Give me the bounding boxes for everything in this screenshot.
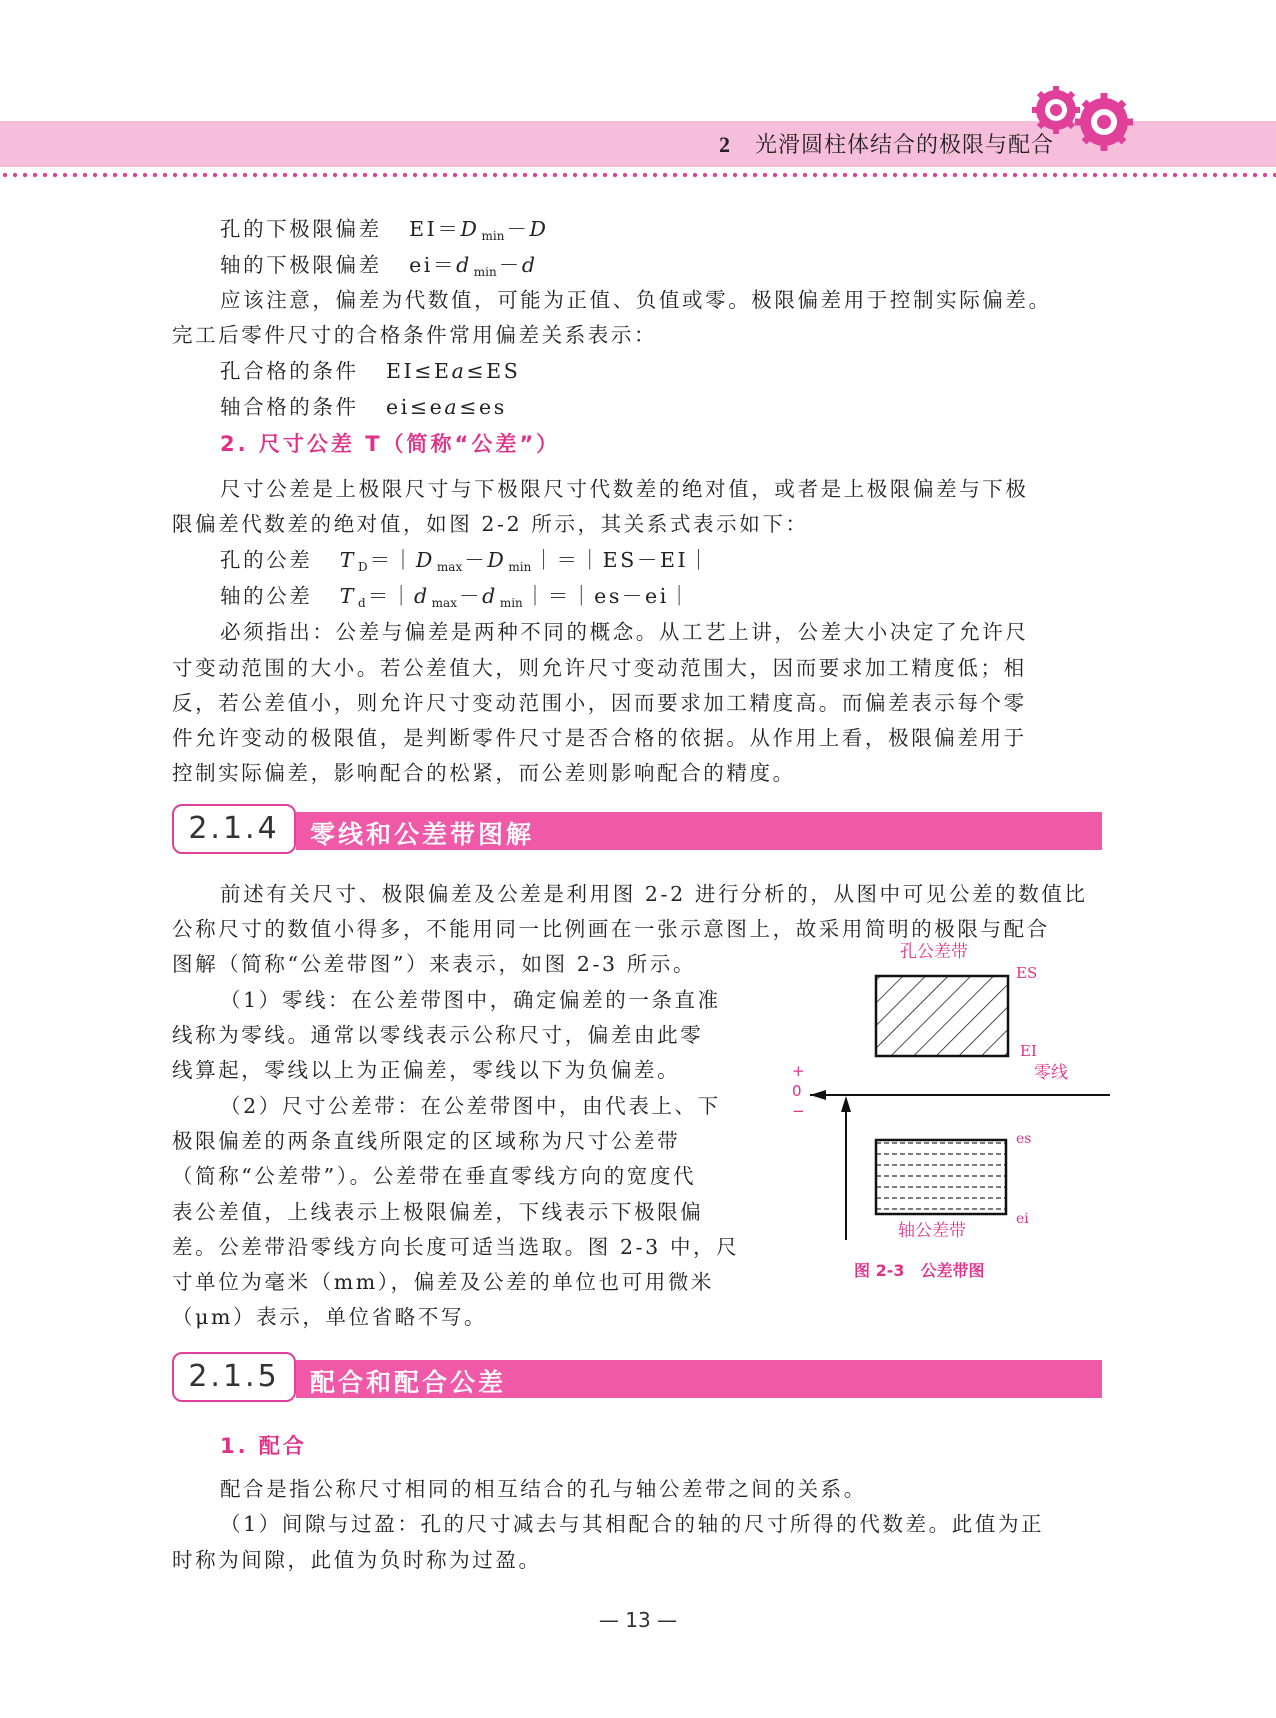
text-line: 孔合格的条件 EI≤Ea≤ES xyxy=(220,359,521,383)
text-line: 轴合格的条件 ei≤ea≤es xyxy=(220,395,507,419)
gears-icon xyxy=(1026,84,1136,154)
page-number: — 13 — xyxy=(598,1608,678,1632)
text-line: 线算起，零线以上为正偏差，零线以下为负偏差。 xyxy=(172,1058,681,1082)
section-number: 2.1.4 xyxy=(172,804,296,854)
shaft-tolerance-zone xyxy=(876,1140,1006,1214)
hole-zone-label: 孔公差带 xyxy=(900,942,968,962)
plus-sign: + xyxy=(792,1062,805,1080)
chapter-header xyxy=(719,128,1054,159)
text-line: 表公差值，上线表示上极限偏差，下线表示下极限偏 xyxy=(172,1200,704,1224)
text-line: 应该注意，偏差为代数值，可能为正值、负值或零。极限偏差用于控制实际偏差。 xyxy=(220,288,1052,312)
figure-caption: 图 2-3 公差带图 xyxy=(854,1261,985,1280)
minus-sign: − xyxy=(792,1102,805,1120)
text-line: 极限偏差的两条直线所限定的区域称为尺寸公差带 xyxy=(172,1129,681,1153)
subheading-fit: 1. 配合 xyxy=(220,1434,307,1458)
section-title: 零线和公差带图解 xyxy=(310,820,535,849)
es-upper-shaft-label: es xyxy=(1016,1131,1032,1147)
text-line: 线称为零线。通常以零线表示公称尺寸，偏差由此零 xyxy=(172,1023,704,1047)
text-line: （1）间隙与过盈：孔的尺寸减去与其相配合的轴的尺寸所得的代数差。此值为正 xyxy=(220,1512,1045,1536)
text-line: 控制实际偏差，影响配合的松紧，而公差则影响配合的精度。 xyxy=(172,761,796,785)
text-line: 轴的公差 T d＝｜d max－d min｜＝｜es－ei｜ xyxy=(220,584,693,610)
shaft-zone-label: 轴公差带 xyxy=(898,1221,966,1241)
text-line: 时称为间隙，此值为负时称为过盈。 xyxy=(172,1548,542,1572)
ei-lower-shaft-label: ei xyxy=(1016,1211,1029,1227)
section-number: 2.1.5 xyxy=(172,1352,296,1402)
text-line: 轴的下极限偏差 ei＝d min－d xyxy=(220,253,538,279)
text-line: 件允许变动的极限值，是判断零件尺寸是否合格的依据。从作用上看，极限偏差用于 xyxy=(172,726,1027,750)
chapter-number: 2 xyxy=(718,132,731,157)
ei-lower-hole-label: EI xyxy=(1020,1042,1037,1060)
text-line: （μm）表示，单位省略不写。 xyxy=(172,1305,488,1329)
zero-line-arrowhead xyxy=(810,1090,826,1100)
text-line: （2）尺寸公差带：在公差带图中，由代表上、下 xyxy=(220,1094,721,1118)
text-line: 差。公差带沿零线方向长度可适当选取。图 2-3 中，尺 xyxy=(172,1235,740,1259)
text-line: 尺寸公差是上极限尺寸与下极限尺寸代数差的绝对值，或者是上极限偏差与下极 xyxy=(220,477,1029,501)
tolerance-zone-diagram xyxy=(780,940,1120,1290)
chapter-title: 光滑圆柱体结合的极限与配合 xyxy=(754,133,1054,158)
text-line: 配合是指公称尺寸相同的相互结合的孔与轴公差带之间的关系。 xyxy=(220,1477,867,1501)
text-line: 孔的下极限偏差 EI＝D min－D xyxy=(220,217,549,243)
text-line: 图解（简称“公差带图”）来表示，如图 2-3 所示。 xyxy=(172,952,697,976)
text-line: 前述有关尺寸、极限偏差及公差是利用图 2-2 进行分析的，从图中可见公差的数值比 xyxy=(220,882,1088,906)
text-line: 反，若公差值小，则允许尺寸变动范围小，因而要求加工精度高。而偏差表示每个零 xyxy=(172,691,1027,715)
text-line: 孔的公差 T D＝｜D max－D min｜＝｜ES－EI｜ xyxy=(220,548,712,574)
section-title: 配合和配合公差 xyxy=(310,1368,507,1397)
text-line: 公称尺寸的数值小得多，不能用同一比例画在一张示意图上，故采用简明的极限与配合 xyxy=(172,917,1050,941)
text-line: 寸变动范围的大小。若公差值大，则允许尺寸变动范围大，因而要求加工精度低；相 xyxy=(172,656,1027,680)
es-upper-hole-label: ES xyxy=(1016,964,1038,982)
text-line: （1）零线：在公差带图中，确定偏差的一条直准 xyxy=(220,988,721,1012)
zero-label: 0 xyxy=(792,1082,802,1100)
text-line: 限偏差代数差的绝对值，如图 2-2 所示，其关系式表示如下： xyxy=(172,512,809,536)
text-line: 完工后零件尺寸的合格条件常用偏差关系表示： xyxy=(172,323,658,347)
text-line: 必须指出：公差与偏差是两种不同的概念。从工艺上讲，公差大小决定了允许尺 xyxy=(220,620,1029,644)
subheading-tolerance: 2. 尺寸公差 T（简称“公差”） xyxy=(220,432,561,456)
text-line: （简称“公差带”）。公差带在垂直零线方向的宽度代 xyxy=(172,1164,697,1188)
text-line: 寸单位为毫米（mm），偏差及公差的单位也可用微米 xyxy=(172,1270,715,1294)
hole-tolerance-zone xyxy=(876,976,1008,1056)
header-dotted-rule xyxy=(0,172,1276,178)
zero-line-label: 零线 xyxy=(1034,1063,1068,1083)
vertical-axis-arrowhead xyxy=(841,1096,851,1112)
